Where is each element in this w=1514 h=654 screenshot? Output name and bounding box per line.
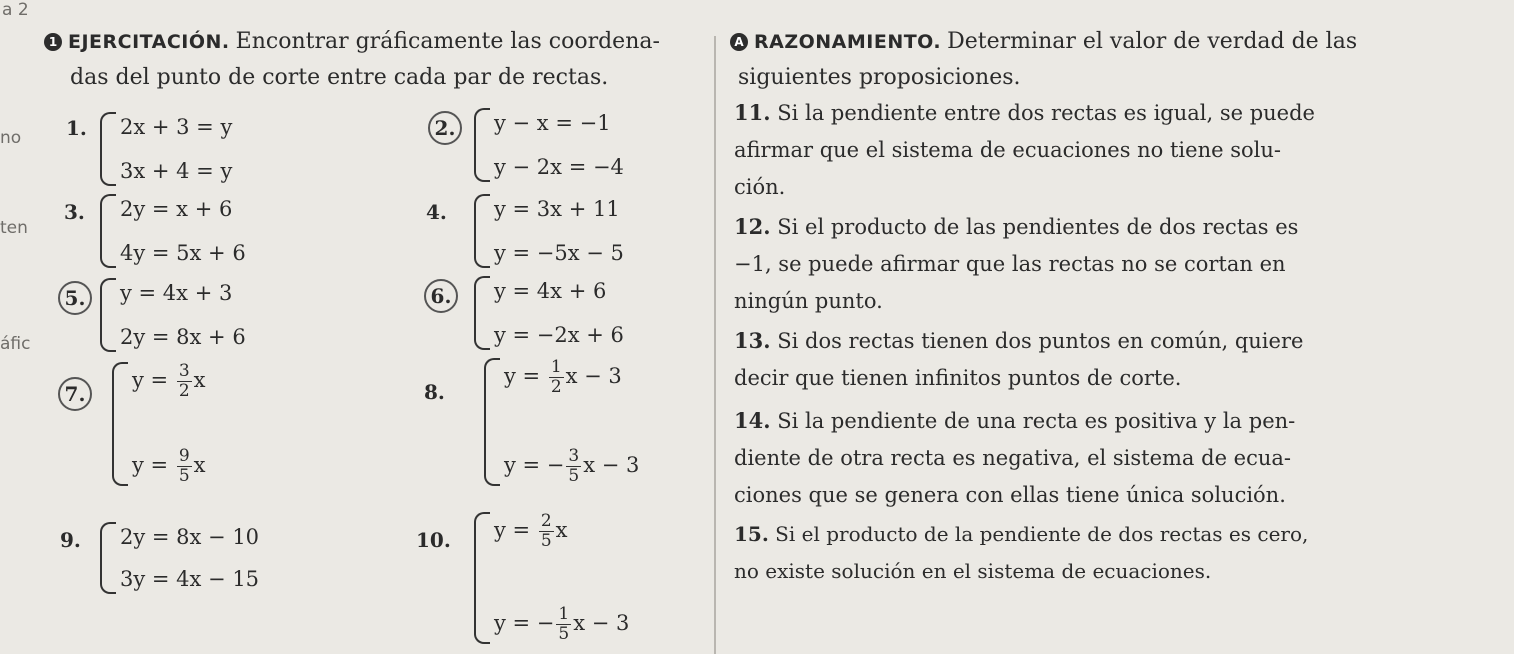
equation-system-8 — [484, 358, 639, 486]
proposition-number: 12. — [734, 214, 771, 239]
problem-number: 1. — [66, 116, 87, 140]
equation-system-2 — [474, 108, 624, 182]
fraction: $\frac{3}{2}$ — [178, 361, 190, 401]
equation-system-3 — [100, 194, 246, 268]
fraction: $\frac{1}{5}$ — [558, 604, 570, 644]
margin-fragment: áfic — [0, 334, 31, 354]
problem-number: 5. — [58, 281, 92, 315]
section-badge: 1 — [44, 33, 62, 51]
equation: y − 2x = −4 — [494, 155, 624, 179]
problem-number: 8. — [424, 380, 445, 404]
fraction: $\frac{2}{5}$ — [540, 511, 552, 551]
equation: y = $\frac{2}{5}$ x — [494, 511, 568, 551]
proposition-number: 15. — [734, 522, 769, 546]
section-instruction-line2: siguientes proposiciones. — [738, 65, 1021, 90]
proposition-11: 11. Si la pendiente entre dos rectas es igual, se puede afirmar que el sistema de ecuaciones no tiene solu- ción. — [734, 100, 1315, 199]
equation: y = − $\frac{3}{5}$ x − 3 — [504, 446, 640, 486]
equation: y = 4x + 6 — [494, 279, 607, 303]
exercise-section-header — [44, 24, 660, 60]
equation-system-4 — [474, 194, 624, 268]
problem-number: 7. — [58, 377, 92, 411]
margin-fragment: ten — [0, 218, 28, 238]
equation-system-1 — [100, 112, 232, 186]
system-brace — [112, 362, 128, 486]
equation: 2y = x + 6 — [120, 197, 233, 221]
equation: 4y = 5x + 6 — [120, 241, 246, 265]
equation-system-6 — [474, 276, 624, 350]
proposition-number: 13. — [734, 328, 771, 353]
system-brace — [484, 358, 500, 486]
section-instruction-line1: Determinar el valor de verdad de las — [947, 29, 1358, 54]
equation: 2y = 8x − 10 — [120, 525, 260, 549]
system-brace — [474, 512, 490, 644]
fraction: $\frac{3}{5}$ — [568, 446, 580, 486]
equation: y = $\frac{1}{2}$ x − 3 — [504, 357, 622, 397]
section-instruction-line2: das del punto de corte entre cada par de rectas. — [70, 65, 609, 90]
margin-fragment: no — [0, 128, 22, 148]
system-brace — [474, 108, 490, 182]
equation: y = $\frac{9}{5}$ x — [132, 446, 206, 486]
section-keyword: EJERCITACIÓN. — [68, 31, 230, 53]
system-brace — [100, 522, 116, 594]
proposition-12: 12. Si el producto de las pendientes de dos rectas es −1, se puede afirmar que las rectas no se cortan en ningún punto. — [734, 214, 1299, 313]
equation-system-7 — [112, 362, 205, 486]
equation-system-10 — [474, 512, 629, 644]
section-keyword: RAZONAMIENTO. — [754, 31, 942, 53]
section-instruction-line1: Encontrar gráficamente las coordena- — [235, 29, 660, 54]
column-divider — [714, 36, 716, 654]
equation-system-9 — [100, 522, 259, 594]
equation: y = − $\frac{1}{5}$ x − 3 — [494, 604, 630, 644]
equation: y = 4x + 3 — [120, 281, 233, 305]
proposition-13: 13. Si dos rectas tienen dos puntos en común, quiere decir que tienen infinitos puntos de corte. — [734, 328, 1304, 390]
equation: 2y = 8x + 6 — [120, 325, 246, 349]
equation: y = 3x + 11 — [494, 197, 620, 221]
problem-number: 4. — [426, 200, 447, 224]
problem-number: 9. — [60, 528, 81, 552]
reasoning-section-header — [730, 24, 1357, 60]
equation: 2x + 3 = y — [120, 115, 233, 139]
equation: y = −5x − 5 — [494, 241, 624, 265]
equation: y − x = −1 — [494, 111, 611, 135]
proposition-number: 14. — [734, 408, 771, 433]
equation: 3x + 4 = y — [120, 159, 233, 183]
section-badge: A — [730, 33, 748, 51]
fraction: $\frac{9}{5}$ — [178, 446, 190, 486]
problem-number: 2. — [428, 111, 462, 145]
problem-number: 10. — [416, 528, 451, 552]
problem-number: 6. — [424, 279, 458, 313]
margin-fragment: a 2 — [2, 0, 29, 20]
fraction: $\frac{1}{2}$ — [550, 357, 562, 397]
system-brace — [474, 276, 490, 350]
equation: y = $\frac{3}{2}$ x — [132, 361, 206, 401]
system-brace — [100, 194, 116, 268]
system-brace — [474, 194, 490, 268]
system-brace — [100, 278, 116, 352]
proposition-15: 15. Si el producto de la pendiente de dos rectas es cero, no existe solución en el sistema de ecuaciones. — [734, 522, 1309, 583]
equation: y = −2x + 6 — [494, 323, 624, 347]
equation-system-5 — [100, 278, 246, 352]
problem-number: 3. — [64, 200, 85, 224]
proposition-number: 11. — [734, 100, 771, 125]
equation: 3y = 4x − 15 — [120, 567, 260, 591]
system-brace — [100, 112, 116, 186]
proposition-14: 14. Si la pendiente de una recta es positiva y la pen- diente de otra recta es negativa, el sistema de ecua- ciones que se genera con ellas tiene única solución. — [734, 408, 1296, 507]
